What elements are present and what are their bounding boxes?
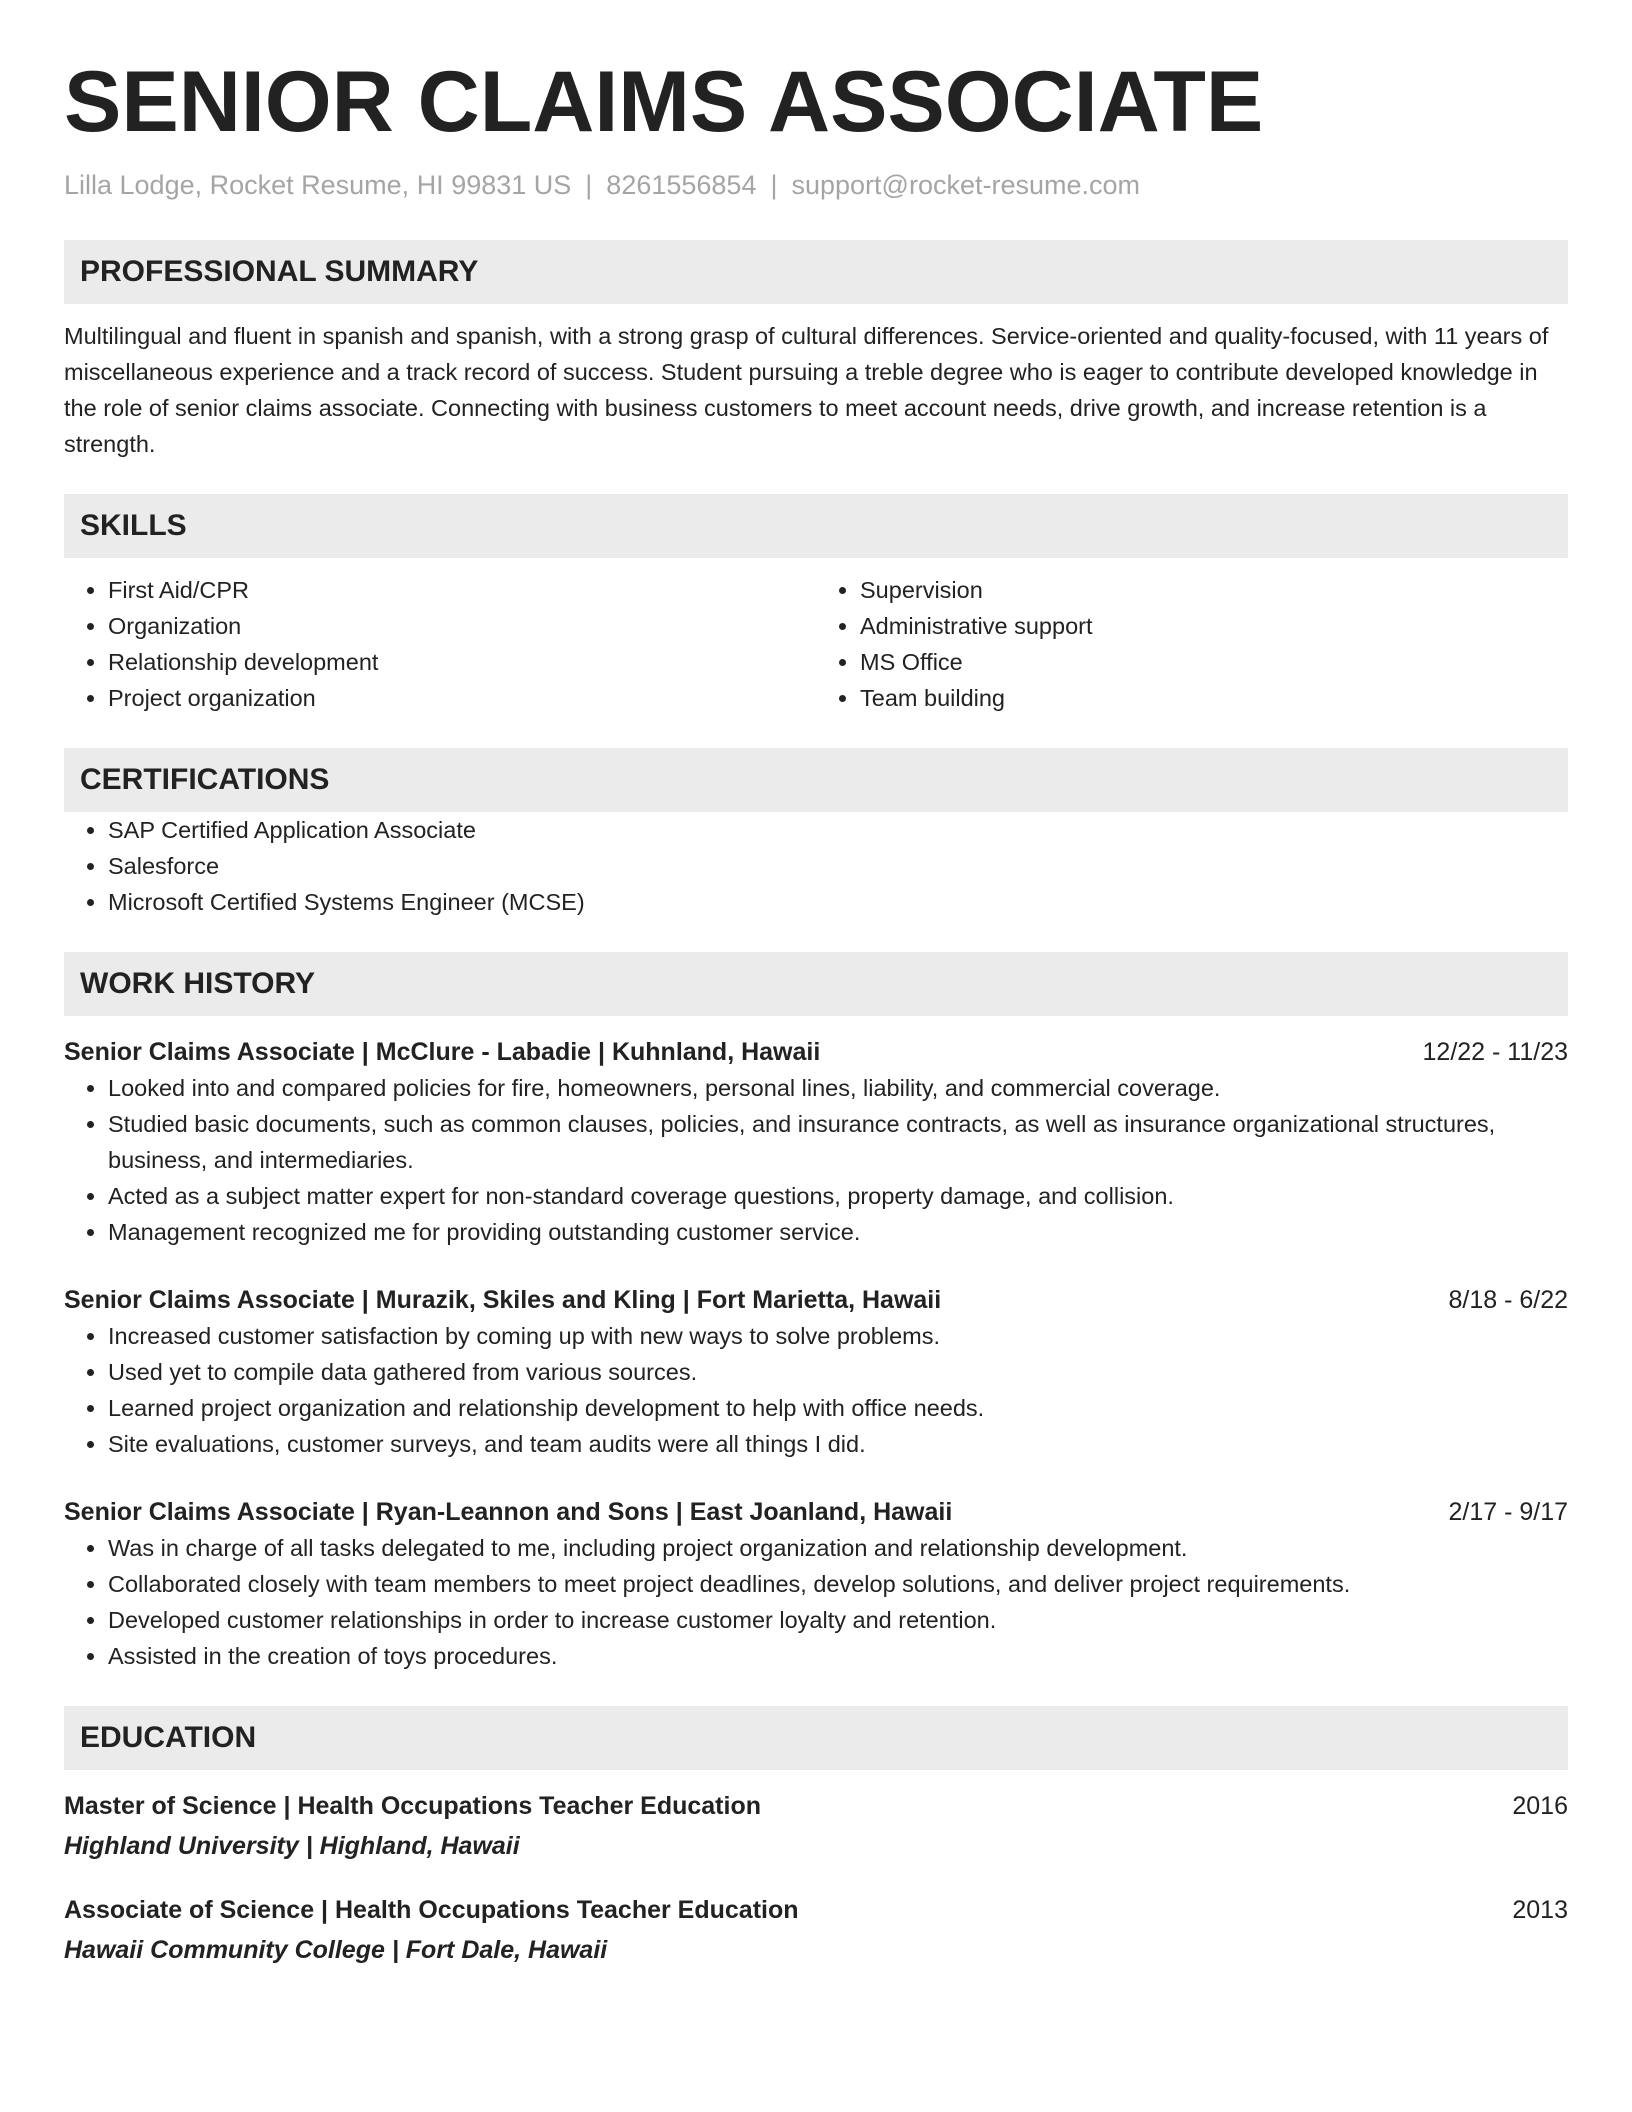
job-dates: 12/22 - 11/23 xyxy=(1422,1038,1568,1066)
job-bullet: • Increased customer satisfaction by coming up with new ways to solve problems. xyxy=(108,1318,1568,1354)
job-bullet: • Developed customer relationships in order to increase customer loyalty and retention. xyxy=(108,1602,1568,1638)
job-header xyxy=(64,1282,1568,1318)
job-bullets xyxy=(64,1318,1568,1462)
section-heading-work-history: WORK HISTORY xyxy=(64,952,1568,1016)
skill-item: • Team building xyxy=(860,680,1568,716)
job-bullets xyxy=(64,1530,1568,1674)
job-entry xyxy=(64,1034,1568,1250)
education-header xyxy=(64,1892,1568,1928)
skill-item: • Relationship development xyxy=(108,644,816,680)
education-header xyxy=(64,1788,1568,1824)
certifications-list xyxy=(64,812,1568,920)
job-title: Senior Claims Associate | Murazik, Skiles and Kling | Fort Marietta, Hawaii xyxy=(64,1286,942,1314)
contact-separator: | xyxy=(585,170,593,200)
contact-line xyxy=(64,168,1568,202)
skill-item: • Supervision xyxy=(860,572,1568,608)
job-bullet: • Acted as a subject matter expert for non-standard coverage questions, property damage, and collision. xyxy=(108,1178,1568,1214)
contact-address: Lilla Lodge, Rocket Resume, HI 99831 US xyxy=(64,170,572,200)
section-heading-education: EDUCATION xyxy=(64,1706,1568,1770)
job-bullet: • Collaborated closely with team members to meet project deadlines, develop solutions, and deliver project requirements. xyxy=(108,1566,1568,1602)
job-bullet: • Looked into and compared policies for fire, homeowners, personal lines, liability, and commercial coverage. xyxy=(108,1070,1568,1106)
job-bullet: • Learned project organization and relationship development to help with office needs. xyxy=(108,1390,1568,1426)
job-bullet: • Used yet to compile data gathered from various sources. xyxy=(108,1354,1568,1390)
job-dates: 8/18 - 6/22 xyxy=(1448,1286,1568,1314)
certification-item: • Salesforce xyxy=(108,848,1568,884)
education-year: 2013 xyxy=(1512,1896,1568,1924)
job-bullet: • Studied basic documents, such as common clauses, policies, and insurance contracts, as well as insurance organizational structures, business, and intermediaries. xyxy=(108,1106,1568,1178)
resume-page xyxy=(64,52,1568,1968)
education-year: 2016 xyxy=(1512,1792,1568,1820)
job-header xyxy=(64,1034,1568,1070)
education-school: Highland University | Highland, Hawaii xyxy=(64,1832,520,1860)
skill-item: • Administrative support xyxy=(860,608,1568,644)
job-entry xyxy=(64,1282,1568,1462)
section-heading-certifications: CERTIFICATIONS xyxy=(64,748,1568,812)
contact-separator: | xyxy=(770,170,778,200)
summary-text: Multilingual and fluent in spanish and spanish, with a strong grasp of cultural differences. Service-oriented and quality-focused, with 11 years of miscellaneous experience and a track record of success. Student pursuing a treble degree who is eager to contribute developed knowledge in the role of senior claims associate. Connecting with business customers to meet account needs, drive growth, and increase retention is a strength. xyxy=(64,323,1549,457)
section-heading-summary: PROFESSIONAL SUMMARY xyxy=(64,240,1568,304)
skills-list xyxy=(64,572,1568,716)
job-title: Senior Claims Associate | Ryan-Leannon and Sons | East Joanland, Hawaii xyxy=(64,1498,953,1526)
job-bullet: • Site evaluations, customer surveys, and team audits were all things I did. xyxy=(108,1426,1568,1462)
job-header xyxy=(64,1494,1568,1530)
skill-item: • First Aid/CPR xyxy=(108,572,816,608)
job-entry xyxy=(64,1494,1568,1674)
education-entry xyxy=(64,1788,1568,1864)
skills-column-left xyxy=(64,572,816,716)
job-bullet: • Assisted in the creation of toys procedures. xyxy=(108,1638,1568,1674)
certification-item: • Microsoft Certified Systems Engineer (MCSE) xyxy=(108,884,1568,920)
resume-name: SENIOR CLAIMS ASSOCIATE xyxy=(64,54,1264,150)
contact-phone: 8261556854 xyxy=(606,170,757,200)
skill-item: • Organization xyxy=(108,608,816,644)
education-degree: Master of Science | Health Occupations Teacher Education xyxy=(64,1792,761,1820)
contact-email: support@rocket-resume.com xyxy=(791,170,1141,200)
education-degree: Associate of Science | Health Occupations Teacher Education xyxy=(64,1896,799,1924)
job-bullets xyxy=(64,1070,1568,1250)
section-heading-skills: SKILLS xyxy=(64,494,1568,558)
skill-item: • Project organization xyxy=(108,680,816,716)
skills-column-right xyxy=(816,572,1568,716)
job-dates: 2/17 - 9/17 xyxy=(1448,1498,1568,1526)
certification-item: • SAP Certified Application Associate xyxy=(108,812,1568,848)
job-title: Senior Claims Associate | McClure - Labadie | Kuhnland, Hawaii xyxy=(64,1038,821,1066)
education-entry xyxy=(64,1892,1568,1968)
education-school: Hawaii Community College | Fort Dale, Hawaii xyxy=(64,1936,608,1964)
job-bullet: • Was in charge of all tasks delegated to me, including project organization and relationship development. xyxy=(108,1530,1568,1566)
job-bullet: • Management recognized me for providing outstanding customer service. xyxy=(108,1214,1568,1250)
skill-item: • MS Office xyxy=(860,644,1568,680)
